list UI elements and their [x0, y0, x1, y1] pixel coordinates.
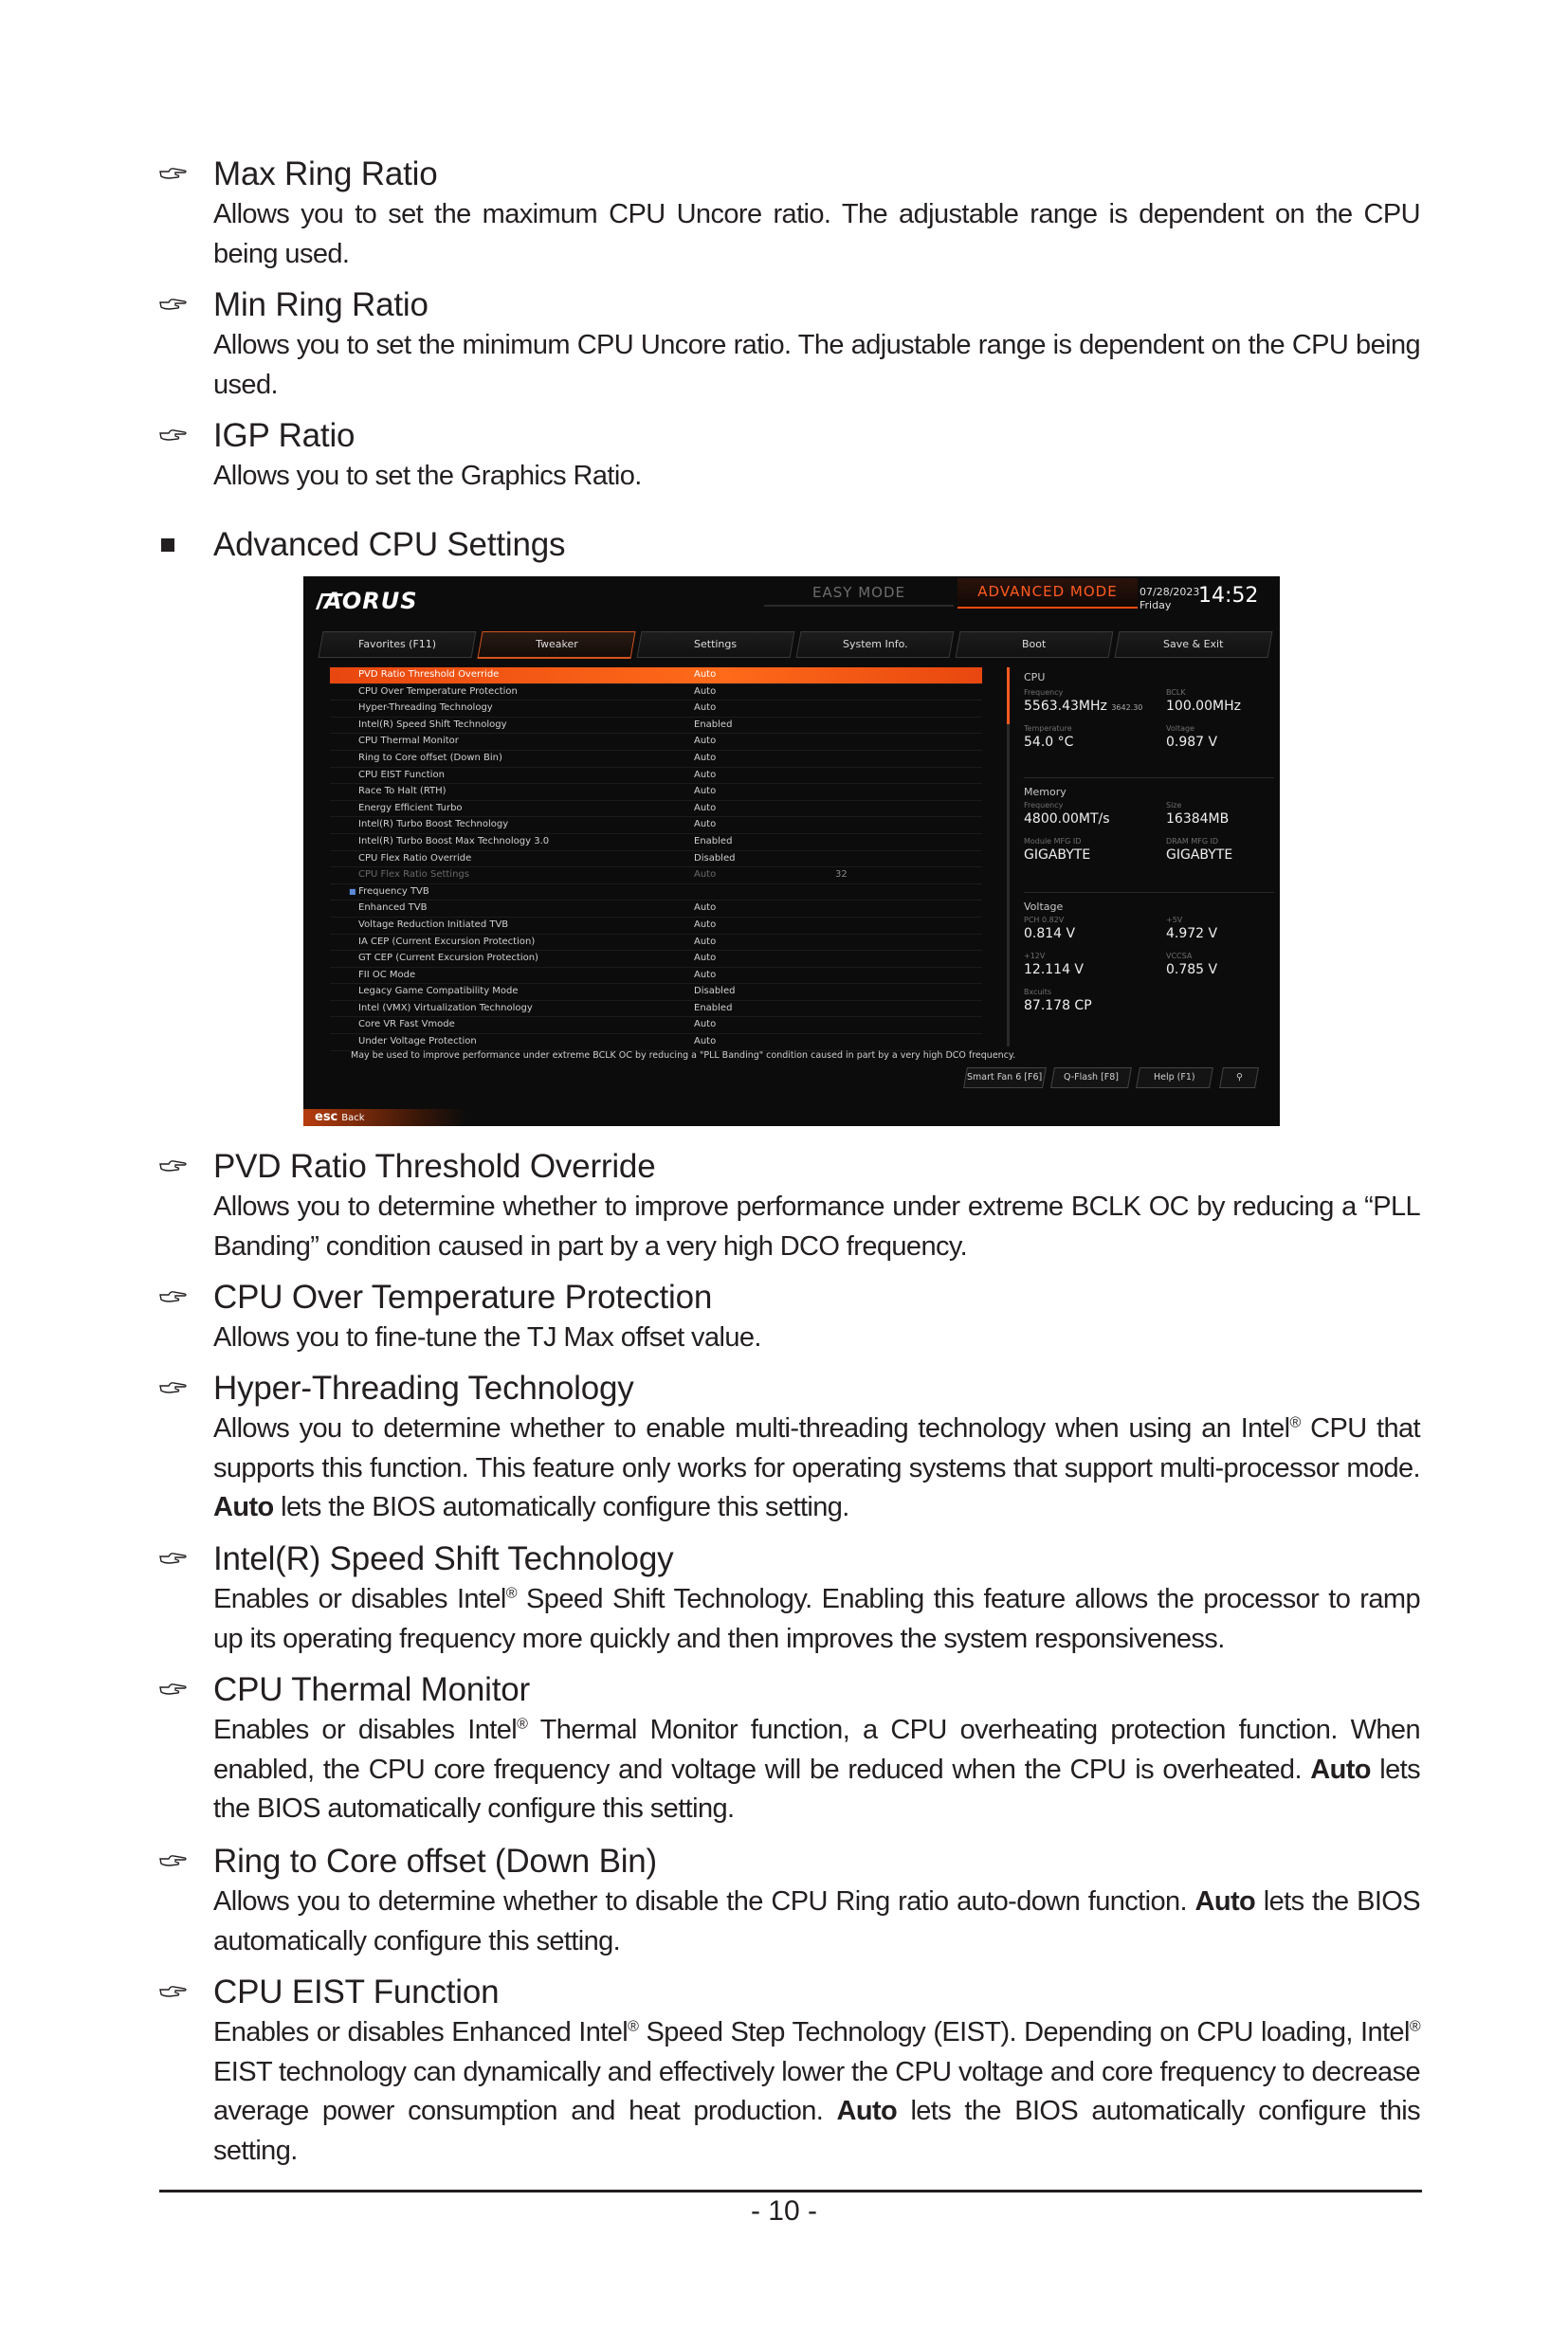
easy-mode-tab[interactable]: EASY MODE — [764, 584, 954, 607]
tab-label: Save & Exit — [1163, 638, 1224, 650]
smart-fan-button[interactable] — [963, 1067, 1047, 1088]
text: Enables or disables Enhanced Intel — [213, 2017, 629, 2047]
date-text: 07/28/2023 — [1140, 586, 1200, 598]
value: 5563.43MHz — [1024, 699, 1107, 714]
text: CPU that supports this function. This feature only works for operating systems that support multi-processor mode. — [213, 1413, 1420, 1483]
bios-setting-row[interactable] — [330, 1001, 982, 1018]
memory-size: 16384MB — [1166, 811, 1230, 827]
tab-label: Boot — [1022, 638, 1047, 650]
dram-mfg: GIGABYTE — [1166, 847, 1233, 863]
bios-screenshot — [303, 576, 1280, 1126]
bios-setting-row[interactable] — [330, 718, 982, 735]
vccsa-voltage: 0.785 V — [1166, 962, 1218, 977]
bios-setting-row[interactable] — [330, 768, 982, 785]
item-description: Allows you to fine-tune the TJ Max offset value. — [213, 1322, 761, 1353]
pch-voltage: 0.814 V — [1024, 926, 1076, 941]
pointing-hand-icon — [159, 1984, 188, 1999]
q-flash-button[interactable] — [1050, 1067, 1132, 1088]
label: VCCSA — [1166, 952, 1193, 960]
setting-value[interactable]: Auto — [694, 702, 717, 714]
item-description: Allows you to set the minimum CPU Uncore ratio. The adjustable range is dependent on the CPU being used. — [213, 330, 1420, 400]
scrollbar[interactable] — [1007, 667, 1010, 1046]
bold-text: Auto — [836, 2096, 898, 2126]
memory-section — [1024, 786, 1274, 893]
setting-value[interactable]: Enabled — [694, 719, 733, 730]
text: lets the BIOS automatically configure this setting. — [213, 1754, 1421, 1824]
setting-value[interactable]: Enabled — [694, 1002, 733, 1013]
tab-boot[interactable] — [956, 631, 1114, 658]
bios-setting-row[interactable] — [330, 751, 982, 768]
setting-name: GT CEP (Current Excursion Protection) — [358, 953, 538, 964]
5v-voltage: 4.972 V — [1166, 926, 1218, 941]
bios-setting-row[interactable] — [330, 867, 982, 884]
setting-name: Hyper-Threading Technology — [358, 702, 493, 714]
tab-label: System Info. — [842, 638, 908, 650]
pointing-hand-icon — [159, 1289, 188, 1304]
section-speed-shift — [159, 1539, 1420, 1659]
hardware-monitor-panel — [1024, 671, 1274, 1041]
item-title: Ring to Core offset (Down Bin) — [213, 1843, 658, 1880]
settings-list — [330, 667, 982, 1051]
advanced-mode-tab[interactable]: ADVANCED MODE — [957, 578, 1138, 609]
text: Allows you to determine whether to disable the CPU Ring ratio auto-down function. — [213, 1886, 1195, 1917]
setting-name: Intel (VMX) Virtualization Technology — [358, 1002, 533, 1013]
bold-text: Auto — [1310, 1754, 1371, 1785]
pointing-hand-icon — [159, 1380, 188, 1395]
setting-value[interactable]: Disabled — [694, 852, 736, 864]
setting-name: Race To Halt (RTH) — [358, 786, 447, 797]
item-title: Hyper-Threading Technology — [213, 1370, 634, 1407]
bios-setting-row[interactable] — [330, 1017, 982, 1034]
page-number: - 10 - — [750, 2195, 818, 2227]
section-cpu-eist — [159, 1973, 1420, 2171]
clock: 14:52 — [1198, 584, 1259, 608]
setting-name: Intel(R) Turbo Boost Technology — [358, 819, 509, 830]
tab-label: Settings — [694, 638, 738, 650]
text: lets the BIOS automatically configure this setting. — [213, 2096, 1420, 2166]
setting-value[interactable]: Auto — [694, 819, 717, 830]
bios-setting-row[interactable] — [330, 801, 982, 818]
section-thermal-monitor — [159, 1670, 1420, 1829]
setting-value[interactable]: Auto — [694, 769, 717, 780]
setting-value[interactable]: Auto — [694, 936, 717, 947]
button-label: Smart Fan 6 [F6] — [967, 1072, 1043, 1083]
scroll-thumb[interactable] — [1007, 667, 1010, 724]
registered-mark: ® — [628, 2018, 639, 2035]
label: Size — [1166, 801, 1182, 810]
bios-setting-row[interactable] — [330, 851, 982, 868]
item-title: IGP Ratio — [213, 417, 356, 454]
item-description: Allows you to set the Graphics Ratio. — [213, 461, 642, 491]
label: +5V — [1166, 916, 1183, 924]
section-hyper-threading — [159, 1369, 1420, 1528]
bios-setting-row[interactable] — [330, 935, 982, 952]
label: BCLK — [1166, 688, 1186, 697]
bios-setting-row[interactable] — [330, 817, 982, 834]
setting-value-secondary: 32 — [835, 869, 848, 881]
registered-mark: ® — [505, 1585, 517, 1602]
section-heading: Advanced CPU Settings — [213, 526, 566, 563]
section-min-ring-ratio — [159, 285, 1420, 405]
registered-mark: ® — [1289, 1414, 1301, 1431]
setting-value[interactable]: Enabled — [694, 835, 733, 846]
cpu-bclk: 100.00MHz — [1166, 699, 1241, 714]
bold-text: Auto — [1194, 1886, 1256, 1917]
square-bullet-icon — [161, 538, 174, 552]
setting-value[interactable]: Auto — [694, 752, 717, 763]
day-text: Friday — [1140, 599, 1172, 611]
section-max-ring-ratio — [159, 155, 1420, 274]
section-igp-ratio — [159, 416, 1420, 497]
text: Allows you to determine whether to enable multi-threading technology when using an Intel — [213, 1413, 1290, 1444]
cpu-section — [1024, 671, 1274, 778]
bios-setting-row[interactable] — [330, 918, 982, 935]
item-title: Intel(R) Speed Shift Technology — [213, 1540, 674, 1577]
setting-name: Energy Efficient Turbo — [358, 802, 463, 813]
sub-value: 3642.30 — [1111, 703, 1143, 712]
label: Temperature — [1024, 724, 1072, 733]
item-description — [159, 1410, 1420, 1528]
text: Speed Step Technology (EIST). Depending on CPU loading, Intel — [638, 2017, 1410, 2047]
setting-name: ■ Frequency TVB — [349, 884, 429, 901]
tab-system-info[interactable] — [796, 631, 955, 658]
bios-setting-row[interactable] — [330, 667, 982, 684]
setting-value[interactable]: Auto — [694, 736, 717, 747]
aorus-logo: AORUS — [324, 588, 418, 614]
help-button[interactable] — [1136, 1067, 1213, 1088]
bios-setting-row[interactable] — [330, 968, 982, 985]
setting-name: CPU Flex Ratio Override — [358, 852, 472, 864]
setting-name: IA CEP (Current Excursion Protection) — [358, 936, 536, 947]
pointing-hand-icon — [159, 297, 188, 312]
bios-setting-row[interactable] — [330, 734, 982, 751]
setting-value[interactable]: Auto — [694, 902, 717, 914]
setting-name: Voltage Reduction Initiated TVB — [358, 919, 509, 930]
bios-setting-row[interactable] — [330, 684, 982, 701]
module-mfg: GIGABYTE — [1024, 847, 1091, 863]
text: lets the BIOS automatically configure this setting. — [273, 1492, 849, 1522]
cpu-voltage: 0.987 V — [1166, 735, 1218, 750]
pointing-hand-icon — [159, 1158, 188, 1174]
setting-value[interactable]: Auto — [694, 953, 717, 964]
item-title: CPU Thermal Monitor — [213, 1671, 530, 1708]
setting-name: Core VR Fast Vmode — [358, 1019, 455, 1030]
item-title: Min Ring Ratio — [213, 286, 428, 323]
text: EIST technology can dynamically and effectively lower the CPU voltage and core frequency to decrease average power consumption and heat production. — [213, 2056, 1420, 2126]
memory-frequency: 4800.00MT/s — [1024, 811, 1110, 827]
item-description — [159, 1883, 1420, 1961]
pointing-hand-icon — [159, 166, 188, 181]
bold-text: Auto — [213, 1492, 274, 1522]
date-display — [1140, 586, 1199, 612]
setting-name: Enhanced TVB — [358, 902, 428, 914]
section-cpu-over-temp — [159, 1278, 1420, 1358]
tab-label: Tweaker — [535, 638, 578, 650]
tab-save-exit[interactable] — [1115, 631, 1273, 658]
bios-setting-row[interactable] — [330, 884, 982, 901]
tab-tweaker[interactable] — [477, 631, 635, 659]
item-title: CPU EIST Function — [213, 1974, 500, 2011]
item-description — [159, 2013, 1420, 2171]
pointing-hand-icon — [159, 428, 188, 443]
main-tabs — [320, 631, 1268, 658]
text: Speed Shift Technology. Enabling this feature allows the processor to ramp up its operating frequency more quickly and then improves the system responsiveness. — [213, 1584, 1420, 1654]
cpu-frequency — [1024, 698, 1157, 717]
label: Module MFG ID — [1024, 837, 1082, 846]
help-hint: May be used to improve performance under extreme BCLK OC by reducing a "PLL Banding" condition caused in part by a very high DCO frequency. — [351, 1050, 1016, 1061]
search-icon: ⚲ — [1235, 1072, 1243, 1083]
esc-back-button[interactable] — [303, 1109, 466, 1126]
bios-setting-row[interactable] — [330, 984, 982, 1001]
section-advanced-cpu-settings — [159, 525, 1420, 565]
label: Voltage — [1166, 724, 1195, 733]
label: Frequency — [1024, 801, 1064, 810]
cpu-temperature: 54.0 °C — [1024, 735, 1074, 750]
button-label: Q-Flash [F8] — [1063, 1072, 1119, 1083]
setting-value[interactable]: Disabled — [694, 986, 736, 997]
pointing-hand-icon — [159, 1853, 188, 1868]
label: +12V — [1024, 952, 1046, 960]
setting-name: Legacy Game Compatibility Mode — [358, 986, 519, 997]
label: PCH 0.82V — [1024, 916, 1065, 924]
setting-name: CPU EIST Function — [358, 769, 445, 780]
item-description — [159, 1711, 1420, 1829]
registered-mark: ® — [1409, 2018, 1421, 2035]
text: lets the BIOS automatically configure this setting. — [213, 1886, 1421, 1956]
item-description: Allows you to set the maximum CPU Uncore ratio. The adjustable range is dependent on the CPU being used. — [213, 199, 1420, 269]
search-button[interactable] — [1219, 1067, 1259, 1088]
section-pvd-ratio — [159, 1147, 1420, 1266]
bios-setting-row[interactable] — [330, 901, 982, 918]
setting-value[interactable]: Auto — [694, 919, 717, 930]
section-title: Voltage — [1024, 901, 1064, 913]
setting-value[interactable]: Auto — [694, 1019, 717, 1030]
setting-name: Under Voltage Protection — [358, 1036, 477, 1047]
bios-setting-row[interactable] — [330, 701, 982, 718]
setting-value[interactable]: Auto — [694, 869, 717, 881]
text: Enables or disables Intel — [213, 1715, 518, 1745]
registered-mark: ® — [517, 1716, 528, 1733]
bios-setting-row[interactable] — [330, 951, 982, 968]
extra-reading: 87.178 CP — [1024, 998, 1092, 1013]
item-title: Max Ring Ratio — [213, 155, 438, 192]
label: Bxcuits — [1024, 988, 1052, 996]
item-description: Allows you to determine whether to improve performance under extreme BCLK OC by reducing a “PLL Banding” condition caused in part by a very high DCO frequency. — [213, 1192, 1420, 1262]
setting-name: Ring to Core offset (Down Bin) — [358, 752, 502, 763]
setting-name: Intel(R) Speed Shift Technology — [358, 719, 507, 730]
item-title: CPU Over Temperature Protection — [213, 1279, 713, 1316]
pointing-hand-icon — [159, 1551, 188, 1566]
bios-setting-row[interactable] — [330, 834, 982, 851]
setting-name: CPU Flex Ratio Settings — [358, 869, 469, 881]
footer-divider — [159, 2190, 1422, 2193]
text: Thermal Monitor function, a CPU overheating protection function. When enabled, the CPU core frequency and voltage will be reduced when the CPU is overheated. — [213, 1715, 1420, 1785]
bios-setting-row[interactable] — [330, 784, 982, 801]
label: DRAM MFG ID — [1166, 837, 1219, 846]
section-title: CPU — [1024, 671, 1046, 683]
setting-value[interactable]: Auto — [694, 669, 717, 680]
setting-name: FII OC Mode — [358, 969, 416, 980]
setting-name: PVD Ratio Threshold Override — [358, 669, 500, 680]
pointing-hand-icon — [159, 1682, 188, 1697]
button-label: Help (F1) — [1154, 1072, 1195, 1083]
setting-name: Intel(R) Turbo Boost Max Technology 3.0 — [358, 835, 550, 846]
setting-name: CPU Thermal Monitor — [358, 736, 459, 747]
text: Enables or disables Intel — [213, 1584, 506, 1614]
esc-key: esc — [315, 1110, 338, 1124]
setting-value[interactable]: Auto — [694, 969, 717, 980]
tab-label: Favorites (F11) — [357, 638, 437, 650]
label: Frequency — [1024, 688, 1064, 697]
item-title: PVD Ratio Threshold Override — [213, 1148, 656, 1185]
voltage-section — [1024, 901, 1274, 1033]
bios-setting-row[interactable] — [330, 1034, 982, 1051]
item-description — [159, 1580, 1420, 1659]
setting-value[interactable]: Auto — [694, 802, 717, 813]
tab-settings[interactable] — [637, 631, 795, 658]
section-ring-to-core — [159, 1842, 1420, 1961]
setting-name: CPU Over Temperature Protection — [358, 685, 518, 697]
section-title: Memory — [1024, 786, 1067, 798]
tab-favorites[interactable] — [319, 631, 477, 658]
setting-value[interactable]: Auto — [694, 685, 717, 697]
back-label: Back — [341, 1113, 365, 1123]
setting-value[interactable]: Auto — [694, 1036, 717, 1047]
setting-value[interactable]: Auto — [694, 786, 717, 797]
12v-voltage: 12.114 V — [1024, 962, 1085, 977]
